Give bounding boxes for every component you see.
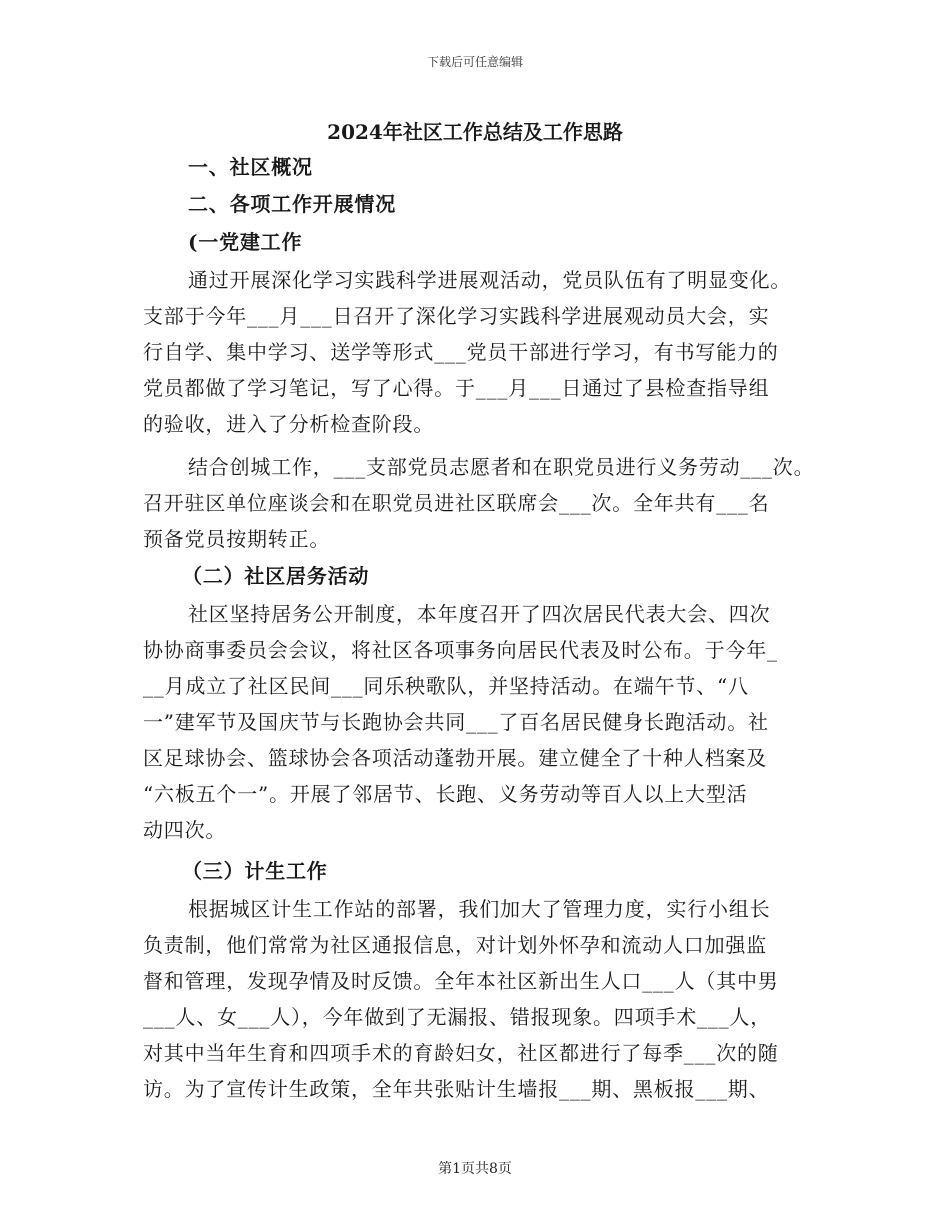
- heading-work-progress: 二、各项工作开展情况: [188, 192, 396, 216]
- paragraph-line: 一”建军节及国庆节与长跑协会共同___了百名居民健身长跑活动。社: [143, 710, 769, 734]
- heading-party-building: (一党建工作: [188, 230, 303, 254]
- page-number-footer: 第1页共8页: [438, 1161, 512, 1177]
- paragraph-line: 支部于今年___月___日召开了深化学习实践科学进展观动员大会，实: [143, 304, 770, 328]
- paragraph-line: 负责制，他们常常为社区通报信息，对计划外怀孕和流动人口加强监: [143, 933, 767, 957]
- paragraph-line: 党员都做了学习笔记，写了心得。于___月___日通过了县检查指导组: [143, 376, 770, 400]
- paragraph-line: 通过开展深化学习实践科学进展观活动，党员队伍有了明显变化。: [188, 268, 792, 292]
- paragraph-line: 督和管理，发现孕情及时反馈。全年本社区新出生人口___人（其中男: [143, 969, 779, 993]
- paragraph-line: ___人、女___人），今年做到了无漏报、错报现象。四项手术___人，: [143, 1005, 771, 1029]
- paragraph-line: 结合创城工作，___支部党员志愿者和在职党员进行义务劳动___次。: [188, 455, 815, 479]
- download-note: 下载后可任意编辑: [426, 55, 523, 69]
- paragraph-line: 根据城区计生工作站的部署，我们加大了管理力度，实行小组长: [188, 897, 771, 921]
- paragraph-line: __月成立了社区民间___同乐秧歌队，并坚持活动。在端午节、“八: [143, 674, 749, 698]
- paragraph-line: 区足球协会、篮球协会各项活动蓬勃开展。建立健全了十种人档案及: [143, 746, 767, 770]
- paragraph-line: 召开驻区单位座谈会和在职党员进社区联席会___次。全年共有___名: [143, 491, 770, 515]
- paragraph-line: 动四次。: [143, 818, 227, 842]
- paragraph-line: 对其中当年生育和四项手术的育龄妇女，社区都进行了每季___次的随: [143, 1041, 779, 1065]
- paragraph-line: 社区坚持居务公开制度，本年度召开了四次居民代表大会、四次: [188, 602, 771, 626]
- heading-family-planning: （三）计生工作: [182, 859, 328, 883]
- paragraph-line: 行自学、集中学习、送学等形式___党员干部进行学习，有书写能力的: [143, 340, 779, 364]
- paragraph-line: 协协商事委员会会议，将社区各项事务向居民代表及时公布。于今年_: [143, 638, 778, 662]
- paragraph-line: 访。为了宣传计生政策，全年共张贴计生墙报___期、黑板报___期、: [143, 1077, 770, 1101]
- paragraph-line: 的验收，进入了分析检查阶段。: [143, 412, 435, 436]
- document-title: 2024年社区工作总结及工作思路: [327, 120, 623, 144]
- paragraph-line: “六板五个一”。开展了邻居节、长跑、义务劳动等百人以上大型活: [143, 782, 748, 806]
- heading-community-overview: 一、社区概况: [188, 155, 313, 179]
- heading-residents-affairs: （二）社区居务活动: [182, 564, 370, 588]
- paragraph-line: 预备党员按期转正。: [143, 527, 331, 551]
